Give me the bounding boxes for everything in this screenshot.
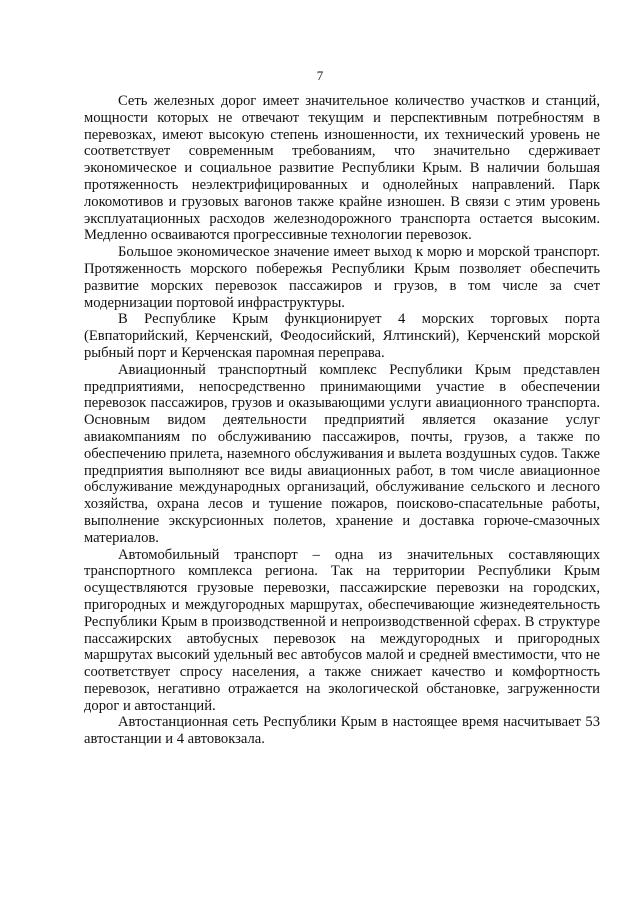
page-number: 7	[316, 68, 324, 83]
paragraph-railways: Сеть железных дорог имеет значительное количество участков и станций, мощности которых не отвечают текущим и перспективным потребностям в перевозках, имеют высокую степень изношенности, их технический уровень не соответствует современным требованиям, что значительно сдерживает экономическое и социальное развитие Республики Крым. В наличии большая протяженность неэлектрифицированных и однолейных направлений. Парк локомотивов и грузовых вагонов также крайне изношен. В связи с этим уровень эксплуатационных расходов железнодорожного транспорта остается высоким. Медленно осваиваются прогрессивные технологии перевозок.	[84, 93, 600, 244]
page-body	[84, 93, 600, 748]
paragraph-bus-stations: Автостанционная сеть Республики Крым в настоящее время насчитывает 53 автостанции и 4 автовокзала.	[84, 714, 600, 748]
paragraph-sea-ports: В Республике Крым функционирует 4 морских торговых порта (Евпаторийский, Керченский, Феодосийский, Ялтинский), Керченский морской рыбный порт и Керченская паромная переправа.	[84, 311, 600, 361]
paragraph-road-transport: Автомобильный транспорт – одна из значительных составляющих транспортного комплекса региона. Так на территории Республики Крым осуществляются грузовые перевозки, пассажирские перевозки на городских, пригородных и междугородных маршрутах, обеспечивающие жизнедеятельность Республики Крым в производственной и непроизводственной сферах. В структуре пассажирских автобусных перевозок на междугородных и пригородных маршрутах высокий удельный вес автобусов малой и средней вместимости, что не соответствует спросу населения, а также снижает качество и комфортность перевозок, негативно отражается на экологической обстановке, загруженности дорог и автостанций.	[84, 546, 600, 714]
paragraph-sea-transport: Большое экономическое значение имеет выход к морю и морской транспорт. Протяженность морского побережья Республики Крым позволяет обеспечить развитие морских перевозок пассажиров и грузов, в том числе за счет модернизации портовой инфраструктуры.	[84, 244, 600, 311]
paragraph-aviation: Авиационный транспортный комплекс Республики Крым представлен предприятиями, непосредственно принимающими участие в обеспечении перевозок пассажиров, грузов и оказывающими услуги авиационного транспорта. Основным видом деятельности предприятий является оказание услуг авиакомпаниям по обслуживанию пассажиров, почты, грузов, а также по обеспечению прилета, наземного обслуживания и вылета воздушных судов. Также предприятия выполняют все виды авиационных работ, в том числе авиационное обслуживание международных организаций, обслуживание сельского и лесного хозяйства, охрана лесов и тушение пожаров, поисково-спасательные работы, выполнение экскурсионных полетов, хранение и доставка горюче-смазочных материалов.	[84, 361, 600, 546]
